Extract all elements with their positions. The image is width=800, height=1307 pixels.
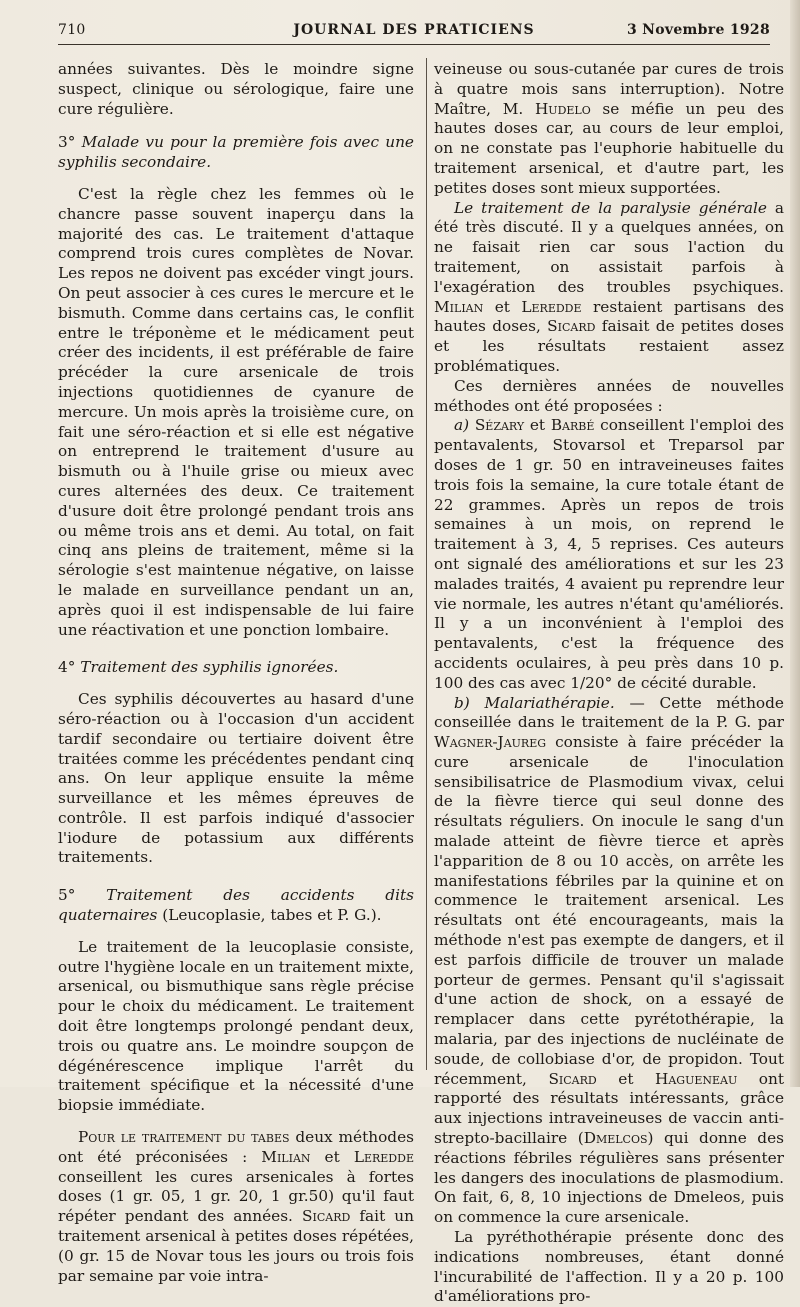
right-column — [434, 60, 784, 1307]
paragraph-pentavalents — [434, 416, 784, 693]
text-run: conseillent les cures arsenicales à fortes doses (1 gr. 05, 1 gr. 20, 1 gr.50) qu'il faut répéter pendant des années. — [58, 1167, 414, 1226]
product-name: Dmelcos — [583, 1129, 648, 1148]
author-name: Leredde — [521, 297, 582, 316]
paragraph-intro: années suivantes. Dès le moindre signe suspect, clinique ou sérologique, faire une cure régulière. — [58, 60, 414, 118]
text-run: restaient partisans des hautes doses, — [434, 297, 784, 336]
left-column — [58, 60, 414, 1286]
header-rule — [58, 44, 770, 45]
section-heading-3 — [58, 133, 414, 173]
section-title: Traitement des syphilis ignorées. — [80, 658, 339, 677]
paragraph-tabes — [58, 1128, 414, 1286]
author-name: Milian — [261, 1147, 311, 1166]
author-name: Sézary — [474, 416, 525, 435]
list-label: b) — [454, 693, 470, 712]
column-rule — [426, 58, 427, 1070]
section-title: Traitement des accidents dits quaternaires — [58, 886, 414, 925]
page-number: 710 — [58, 22, 86, 38]
text-run: conseillent l'emploi des pentavalents, Stovarsol et Treparsol par doses de 1 gr. 50 en intraveineuses faites trois fois la semaine, la cure totale étant de 22 grammes. Après un repos de trois semaines à un mois, on reprend le traitement à 3, 4, 5 reprises. Ces auteurs ont signalé des améliorations et sur les 23 malades traités, 4 avaient pu reprendre leur vie normale, les autres n'étant qu'améliorés. Il y a un inconvénient à l'emploi des pentavalents, c'est la fréquence des accidents oculaires, à peu près dans 10 p. 100 des cas avec 1/20° de cécité durable. — [434, 416, 784, 692]
text-run: consiste à faire précéder la cure arsenicale de l'inoculation sensibilisatrice de Plasmodium vivax, celui de la fièvre tierce qui seul donne des résultats réguliers. On inocule le sang d'un malade atteint de fièvre tierce et après l'apparition de 8 ou 10 accès, on arrête les manifestations fébriles par la quinine et on commence le traitement arsenical. Les résultats ont été encourageants, mais la méthode n'est pas exempte de dangers, et il est parfois difficile de trouver un malade porteur de germes. Pensant qu'il s'agissait d'une action de shock, on a essayé de remplacer dans cette pyrétothérapie, la malaria, par des injections de nucléinate de soude, de collobiase d'or, de propidon. Tout récemment, — [434, 733, 784, 1088]
paragraph-pyrethotherapie: La pyréthothérapie présente donc des indications nombreuses, étant donné l'incurabilité de l'affection. Il y a 20 p. 100 d'améliorations pro- — [434, 1228, 784, 1306]
paragraph-section-3: C'est la règle chez les femmes où le chancre passe souvent inaperçu dans la majorité des cas. Le traitement d'attaque comprend trois cures complètes de Novar. Les repos ne doivent pas excéder vingt jours. On peut associer à ces cures le mercure et le bismuth. Comme dans certains cas, le conflit entre le tréponème et le médicament peut créer des incidents, il est préférable de faire précéder la cure arsenicale de trois injections quotidiennes de cyanure de mercure. Un mois après la troisième cure, on fait une séro-réaction et si elle est négative on entreprend le traitement d'usure au bismuth ou à l'huile grise ou mieux avec cures alternées des deux. Ce traitement d'usure doit être prolongé pendant trois ans ou même trois ans et demi. Au total, on fait cinq ans pleins de traitement, même si la sérologie s'est maintenue négative, on laisse le malade en surveillance pendant un an, après quoi il est indispensable de lui faire une réactivation et une ponction lombaire. — [58, 184, 414, 639]
run-in-heading: Pour le traitement du tabes — [78, 1128, 290, 1147]
issue-date: 3 Novembre 1928 — [626, 22, 770, 38]
journal-title: JOURNAL DES PRATICIENS — [293, 22, 535, 38]
author-name: Leredde — [353, 1147, 414, 1166]
text-run: et — [524, 416, 551, 435]
running-head — [58, 20, 770, 42]
text-run: fait un traitement arsenical à petites doses répétées, (0 gr. 15 de Novar tous les jours ou trois fois par semaine par voie intra- — [58, 1207, 415, 1285]
list-label: a) — [454, 416, 470, 435]
author-name: Hudelo — [534, 99, 591, 118]
text-run: veineuse ou sous-cutanée par cures de trois à quatre mois sans interruption). Notre Maître, M. — [434, 60, 784, 118]
paragraph-section-4: Ces syphilis découvertes au hasard d'une séro-réaction ou à l'occasion d'un accident tardif secondaire ou tertiaire doivent être traitées comme les précédentes pendant cinq ans. On leur applique ensuite la même surveillance et les mêmes épreuves de contrôle. Il est parfois indiqué d'associer l'iodure de potassium aux différents traitements. — [58, 690, 414, 867]
author-name: Barbé — [550, 416, 595, 435]
paragraph-continuation — [434, 60, 784, 199]
paragraph-leucoplasie: Le traitement de la leucoplasie consiste, outre l'hygiène locale en un traitement mixte, arsenical, ou bismuthique sans règle précise pour le choix du médicament. Le traitement doit être longtemps prolongé pendant deux, trois ou quatre ans. Le moindre soupçon de dégénérescence implique l'arrêt du traitement spécifique et la nécessité d'une biopsie immédiate. — [58, 937, 414, 1115]
text-run: et — [310, 1147, 354, 1166]
section-number: 5° — [58, 886, 76, 905]
text-run: a été très discuté. Il y a quelques années, on ne faisait rien car sous l'action du traitement, on assistait parfois à l'exagération des troubles psychiques. — [434, 198, 784, 296]
section-number: 3° — [58, 133, 76, 152]
run-in-heading: Malariathérapie. — [484, 693, 615, 712]
text-run: se méfie un peu des hautes doses car, au cours de leur emploi, on ne constate pas l'euphorie habituelle du traitement arsenical, et d'autre part, les petites doses sont mieux supportées. — [434, 99, 784, 197]
paragraph-malariatherapie — [434, 694, 784, 1229]
section-title-rest: (Leucoplasie, tabes et P. G.). — [162, 906, 382, 925]
section-number: 4° — [58, 658, 76, 677]
author-name: Sicard — [548, 1069, 597, 1088]
paragraph-paralysie — [434, 199, 784, 377]
text-run: faisait de petites doses et les résultats restaient assez problématiques. — [434, 317, 784, 375]
text-run: et — [596, 1069, 655, 1088]
author-name: Sicard — [302, 1207, 351, 1226]
author-name: Milian — [434, 297, 484, 316]
run-in-heading: Le traitement de la paralysie générale — [454, 198, 767, 217]
text-run: ont rapporté des résultats intéressants, grâce aux injections intraveineuses de vaccin anti-strepto-bacillaire ( — [434, 1069, 784, 1148]
author-name: Sicard — [547, 317, 596, 336]
text-run: et — [483, 297, 522, 316]
text-run: — Cette méthode conseillée dans le traitement de la P. G. par — [434, 693, 784, 732]
section-heading-5 — [58, 886, 414, 926]
author-name: Wagner-Jaureg — [434, 733, 547, 752]
text-run: ) qui donne des réactions fébriles régulières sans présenter les dangers des inoculations de plasmodium. On fait, 6, 8, 10 injections de Dmeleos, puis on commence la cure arsenicale. — [434, 1129, 784, 1227]
page-edge-shadow — [790, 0, 800, 1087]
author-name: Hagueneau — [655, 1069, 738, 1088]
paragraph-methodes: Ces dernières années de nouvelles méthodes ont été proposées : — [434, 376, 784, 415]
text-run: deux méthodes ont été préconisées : — [58, 1128, 414, 1166]
section-heading-4 — [58, 658, 414, 678]
section-title: Malade vu pour la première fois avec une syphilis secondaire. — [58, 133, 414, 172]
